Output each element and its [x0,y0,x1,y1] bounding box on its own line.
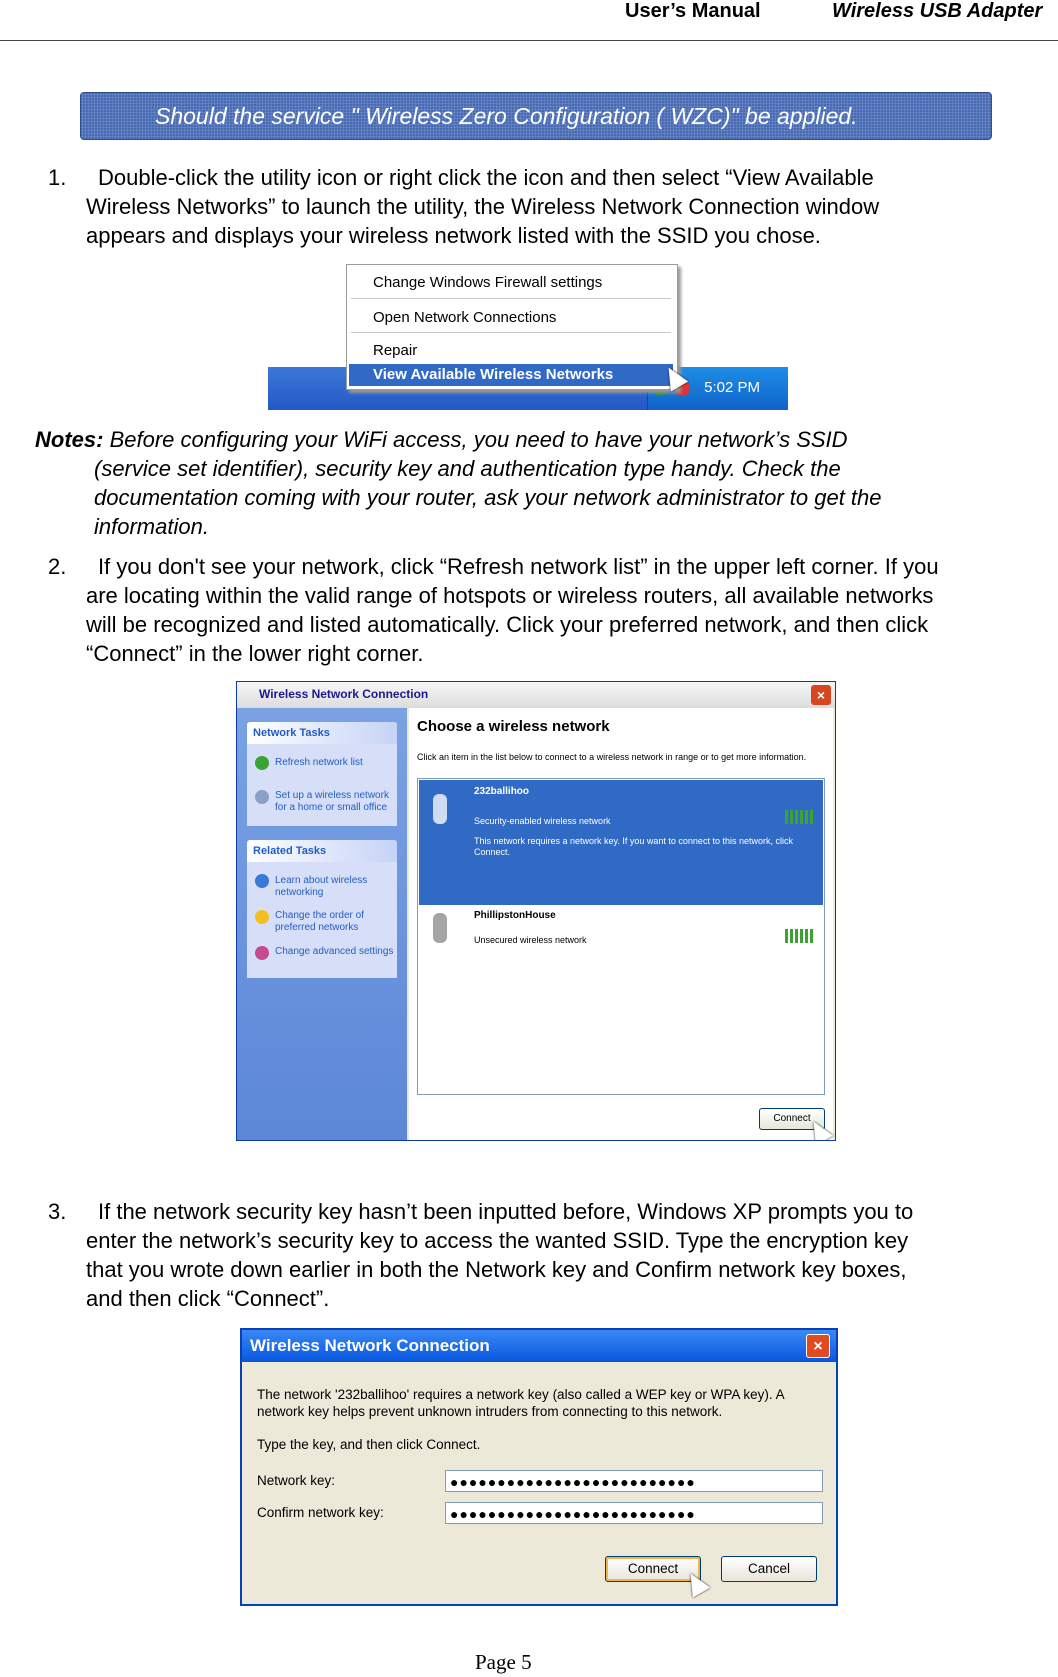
step-line: If the network security key hasn’t been inputted before, Windows XP prompts you to [98,1199,914,1224]
menu-item-network-connections[interactable]: Open Network Connections [373,309,557,326]
network-key-dialog [240,1328,838,1606]
dialog-title: Wireless Network Connection [250,1336,490,1355]
refresh-icon [255,756,269,770]
dialog-message: network key helps prevent unknown intruders from connecting to this network. [257,1404,723,1419]
confirm-key-input[interactable]: ●●●●●●●●●●●●●●●●●●●●●●●●●● [445,1502,823,1524]
star-icon [255,910,269,924]
network-item-phillipstonhouse[interactable] [419,907,823,949]
task-setup-wireless-network[interactable]: Set up a wireless network for a home or small office [275,790,389,813]
notes-line: (service set identifier), security key and authentication type handy. Check the [94,456,841,481]
connect-button[interactable]: Connect [605,1556,701,1582]
network-key-label: Network key: [257,1473,336,1488]
task-change-order[interactable]: Change the order of preferred networks [275,910,364,933]
panel-heading: Related Tasks [247,840,397,862]
task-sidebar [237,708,407,1140]
menu-item-repair[interactable]: Repair [373,342,418,359]
wzc-banner [80,92,992,140]
step-line: Double-click the utility icon or right click the icon and then select “View Available [98,165,874,190]
close-icon[interactable]: × [806,1334,830,1358]
page-number: Page 5 [475,1650,532,1674]
network-status: Security-enabled wireless network [474,816,611,826]
tray-clock: 5:02 PM [704,379,760,396]
wireless-network-window [236,681,836,1141]
tray-context-menu [346,264,678,390]
signal-strength-icon [785,810,813,824]
product-label: Wireless USB Adapter [832,0,1043,22]
info-icon [255,874,269,888]
pane-heading: Choose a wireless network [417,718,610,735]
menu-item-label: View Available Wireless Networks [373,366,614,383]
banner-text: Should the service " Wireless Zero Configuration ( WZC)" be applied. [155,103,858,129]
network-list-pane [409,708,833,1140]
step-line: and then click “Connect”. [86,1286,330,1311]
step-number: 3. [48,1199,67,1224]
step-line: appears and displays your wireless network listed with the SSID you chose. [86,223,821,248]
dialog-instruction: Type the key, and then click Connect. [257,1437,481,1452]
task-advanced-settings[interactable]: Change advanced settings [275,946,394,957]
menu-divider [351,298,671,299]
page-header [0,0,1058,41]
connect-button[interactable]: Connect [759,1108,825,1130]
confirm-key-label: Confirm network key: [257,1505,384,1520]
network-ssid: PhillipstonHouse [474,910,556,921]
step-line: Wireless Networks” to launch the utility, the Wireless Network Connection window [86,194,880,219]
step-line: will be recognized and listed automatically. Click your preferred network, and then click [86,612,929,637]
antenna-icon [433,794,447,824]
step-number: 2. [48,554,67,579]
dialog-titlebar [242,1330,836,1362]
antenna-icon [433,913,447,943]
wireless-setup-icon [255,790,269,804]
step-number: 1. [48,165,67,190]
notes-label: Notes: [35,427,104,452]
network-status: Unsecured wireless network [474,935,587,945]
network-detail: This network requires a network key. If you want to connect to this network, click Connect. [474,836,793,857]
manual-label: User’s Manual [625,0,761,22]
close-icon[interactable]: × [811,685,831,705]
network-item-232ballihoo[interactable] [419,780,823,905]
network-ssid: 232ballihoo [474,786,530,797]
window-titlebar [237,682,835,708]
menu-divider [351,332,671,333]
related-tasks-panel [247,840,397,978]
notes-line: Before configuring your WiFi access, you need to have your network’s SSID [103,427,848,452]
pane-subtitle: Click an item in the list below to connect to a wireless network in range or to get more information. [417,752,807,762]
step-line: If you don't see your network, click “Refresh network list” in the upper left corner. If you [98,554,939,579]
signal-strength-icon [785,929,813,943]
network-tasks-panel [247,722,397,826]
network-list [417,778,825,1095]
notes-line: documentation coming with your router, ask your network administrator to get the [94,485,882,510]
step-line: enter the network’s security key to access the wanted SSID. Type the encryption key [86,1228,909,1253]
cancel-button[interactable]: Cancel [721,1556,817,1582]
dialog-message: The network '232ballihoo' requires a network key (also called a WEP key or WPA key). A [257,1387,785,1402]
notes-line: information. [94,514,209,539]
step-line: that you wrote down earlier in both the Network key and Confirm network key boxes, [86,1257,907,1282]
panel-heading: Network Tasks [247,722,397,744]
window-title: Wireless Network Connection [259,687,429,701]
context-menu-screenshot [268,262,788,410]
task-refresh-network-list[interactable]: Refresh network list [275,757,363,768]
settings-icon [255,946,269,960]
menu-item-firewall[interactable]: Change Windows Firewall settings [373,274,603,291]
network-key-input[interactable]: ●●●●●●●●●●●●●●●●●●●●●●●●●● [445,1470,823,1492]
step-line: are locating within the valid range of hotspots or wireless routers, all available networks [86,583,934,608]
task-learn-wireless[interactable]: Learn about wireless networking [275,875,368,898]
step-line: “Connect” in the lower right corner. [86,641,424,666]
menu-item-view-wireless[interactable] [349,364,673,386]
